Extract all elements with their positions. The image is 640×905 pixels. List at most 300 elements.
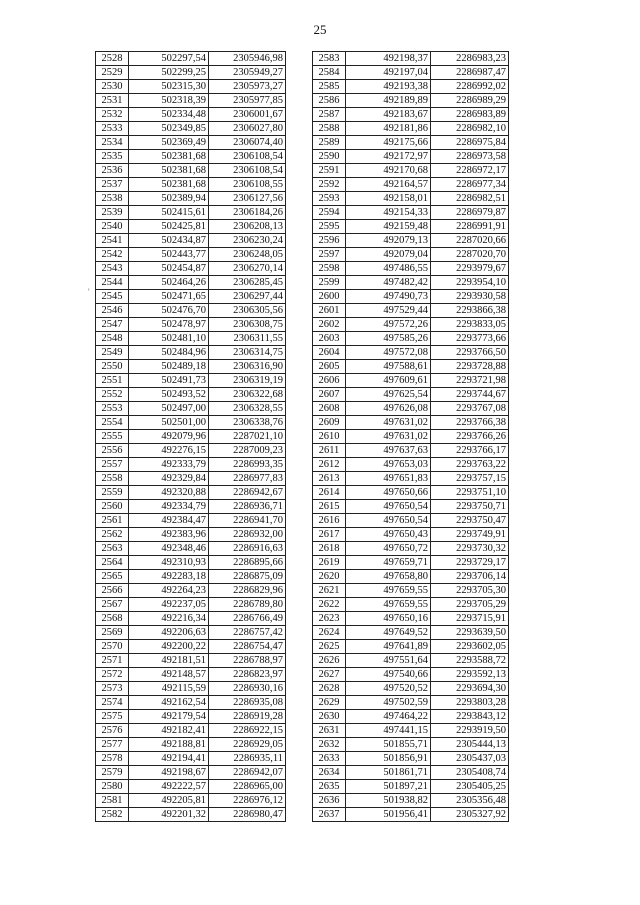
point-number-cell: 2624 bbox=[313, 626, 346, 640]
table-row bbox=[313, 626, 509, 640]
y-coordinate-cell: 2306311,55 bbox=[209, 332, 286, 346]
point-number-cell: 2570 bbox=[96, 640, 129, 654]
point-number-cell: 2591 bbox=[313, 164, 346, 178]
y-coordinate-cell: 2306230,24 bbox=[209, 234, 286, 248]
y-coordinate-cell: 2293729,17 bbox=[431, 556, 509, 570]
y-coordinate-cell: 2306001,67 bbox=[209, 108, 286, 122]
table-row bbox=[313, 248, 509, 262]
table-row bbox=[313, 388, 509, 402]
y-coordinate-cell: 2306184,26 bbox=[209, 206, 286, 220]
table-row bbox=[96, 122, 286, 136]
x-coordinate-cell: 497651,83 bbox=[346, 472, 431, 486]
x-coordinate-cell: 492201,32 bbox=[129, 808, 209, 822]
x-coordinate-cell: 497631,02 bbox=[346, 416, 431, 430]
point-number-cell: 2557 bbox=[96, 458, 129, 472]
point-number-cell: 2605 bbox=[313, 360, 346, 374]
point-number-cell: 2542 bbox=[96, 248, 129, 262]
table-row bbox=[313, 80, 509, 94]
point-number-cell: 2528 bbox=[96, 52, 129, 66]
y-coordinate-cell: 2293763,22 bbox=[431, 458, 509, 472]
point-number-cell: 2543 bbox=[96, 262, 129, 276]
point-number-cell: 2625 bbox=[313, 640, 346, 654]
y-coordinate-cell: 2306316,90 bbox=[209, 360, 286, 374]
table-row bbox=[96, 584, 286, 598]
table-row bbox=[96, 598, 286, 612]
point-number-cell: 2568 bbox=[96, 612, 129, 626]
x-coordinate-cell: 492334,79 bbox=[129, 500, 209, 514]
y-coordinate-cell: 2286754,47 bbox=[209, 640, 286, 654]
y-coordinate-cell: 2293721,98 bbox=[431, 374, 509, 388]
x-coordinate-cell: 501856,91 bbox=[346, 752, 431, 766]
point-number-cell: 2535 bbox=[96, 150, 129, 164]
y-coordinate-cell: 2286929,05 bbox=[209, 738, 286, 752]
y-coordinate-cell: 2286982,51 bbox=[431, 192, 509, 206]
table-row bbox=[96, 220, 286, 234]
table-row bbox=[313, 682, 509, 696]
point-number-cell: 2626 bbox=[313, 654, 346, 668]
point-number-cell: 2618 bbox=[313, 542, 346, 556]
table-row bbox=[96, 178, 286, 192]
point-number-cell: 2594 bbox=[313, 206, 346, 220]
y-coordinate-cell: 2293602,05 bbox=[431, 640, 509, 654]
table-row bbox=[313, 262, 509, 276]
y-coordinate-cell: 2286977,83 bbox=[209, 472, 286, 486]
point-number-cell: 2532 bbox=[96, 108, 129, 122]
table-row bbox=[313, 640, 509, 654]
table-row bbox=[313, 486, 509, 500]
x-coordinate-cell: 497486,55 bbox=[346, 262, 431, 276]
x-coordinate-cell: 497551,64 bbox=[346, 654, 431, 668]
x-coordinate-cell: 497650,43 bbox=[346, 528, 431, 542]
x-coordinate-cell: 492216,34 bbox=[129, 612, 209, 626]
x-coordinate-cell: 502318,39 bbox=[129, 94, 209, 108]
point-number-cell: 2573 bbox=[96, 682, 129, 696]
point-number-cell: 2554 bbox=[96, 416, 129, 430]
table-row bbox=[313, 206, 509, 220]
table-row bbox=[313, 290, 509, 304]
y-coordinate-cell: 2293766,50 bbox=[431, 346, 509, 360]
point-number-cell: 2620 bbox=[313, 570, 346, 584]
x-coordinate-cell: 492348,46 bbox=[129, 542, 209, 556]
point-number-cell: 2612 bbox=[313, 458, 346, 472]
table-row bbox=[96, 752, 286, 766]
table-row bbox=[313, 52, 509, 66]
x-coordinate-cell: 492189,89 bbox=[346, 94, 431, 108]
x-coordinate-cell: 492310,93 bbox=[129, 556, 209, 570]
table-row bbox=[313, 164, 509, 178]
table-row bbox=[313, 416, 509, 430]
y-coordinate-cell: 2286788,97 bbox=[209, 654, 286, 668]
table-row bbox=[96, 192, 286, 206]
point-number-cell: 2595 bbox=[313, 220, 346, 234]
y-coordinate-cell: 2293930,58 bbox=[431, 290, 509, 304]
point-number-cell: 2550 bbox=[96, 360, 129, 374]
x-coordinate-cell: 502484,96 bbox=[129, 346, 209, 360]
x-coordinate-cell: 492197,04 bbox=[346, 66, 431, 80]
point-number-cell: 2572 bbox=[96, 668, 129, 682]
point-number-cell: 2558 bbox=[96, 472, 129, 486]
y-coordinate-cell: 2305977,85 bbox=[209, 94, 286, 108]
y-coordinate-cell: 2286980,47 bbox=[209, 808, 286, 822]
point-number-cell: 2555 bbox=[96, 430, 129, 444]
y-coordinate-cell: 2305405,25 bbox=[431, 780, 509, 794]
x-coordinate-cell: 502491,73 bbox=[129, 374, 209, 388]
x-coordinate-cell: 497659,55 bbox=[346, 598, 431, 612]
x-coordinate-cell: 502349,85 bbox=[129, 122, 209, 136]
y-coordinate-cell: 2293766,38 bbox=[431, 416, 509, 430]
x-coordinate-cell: 502297,54 bbox=[129, 52, 209, 66]
table-row bbox=[96, 402, 286, 416]
x-coordinate-cell: 492181,86 bbox=[346, 122, 431, 136]
point-number-cell: 2604 bbox=[313, 346, 346, 360]
point-number-cell: 2616 bbox=[313, 514, 346, 528]
y-coordinate-cell: 2286993,35 bbox=[209, 458, 286, 472]
y-coordinate-cell: 2293750,47 bbox=[431, 514, 509, 528]
scan-speck: ' bbox=[88, 287, 90, 297]
table-row bbox=[96, 696, 286, 710]
y-coordinate-cell: 2306314,75 bbox=[209, 346, 286, 360]
y-coordinate-cell: 2293749,91 bbox=[431, 528, 509, 542]
y-coordinate-cell: 2286930,16 bbox=[209, 682, 286, 696]
y-coordinate-cell: 2293833,05 bbox=[431, 318, 509, 332]
y-coordinate-cell: 2306305,56 bbox=[209, 304, 286, 318]
y-coordinate-cell: 2293730,32 bbox=[431, 542, 509, 556]
y-coordinate-cell: 2286766,49 bbox=[209, 612, 286, 626]
x-coordinate-cell: 502497,00 bbox=[129, 402, 209, 416]
point-number-cell: 2531 bbox=[96, 94, 129, 108]
point-number-cell: 2637 bbox=[313, 808, 346, 822]
table-row bbox=[313, 780, 509, 794]
x-coordinate-cell: 502381,68 bbox=[129, 164, 209, 178]
table-row bbox=[96, 710, 286, 724]
y-coordinate-cell: 2293694,30 bbox=[431, 682, 509, 696]
x-coordinate-cell: 492181,51 bbox=[129, 654, 209, 668]
y-coordinate-cell: 2286935,11 bbox=[209, 752, 286, 766]
y-coordinate-cell: 2293715,91 bbox=[431, 612, 509, 626]
x-coordinate-cell: 492198,37 bbox=[346, 52, 431, 66]
point-number-cell: 2610 bbox=[313, 430, 346, 444]
y-coordinate-cell: 2293639,50 bbox=[431, 626, 509, 640]
point-number-cell: 2621 bbox=[313, 584, 346, 598]
table-row bbox=[96, 780, 286, 794]
table-row bbox=[313, 108, 509, 122]
x-coordinate-cell: 492333,79 bbox=[129, 458, 209, 472]
y-coordinate-cell: 2293705,29 bbox=[431, 598, 509, 612]
point-number-cell: 2567 bbox=[96, 598, 129, 612]
x-coordinate-cell: 492079,13 bbox=[346, 234, 431, 248]
table-row bbox=[313, 794, 509, 808]
x-coordinate-cell: 497626,08 bbox=[346, 402, 431, 416]
x-coordinate-cell: 497540,66 bbox=[346, 668, 431, 682]
table-row bbox=[96, 556, 286, 570]
point-number-cell: 2629 bbox=[313, 696, 346, 710]
table-row bbox=[313, 514, 509, 528]
y-coordinate-cell: 2293750,71 bbox=[431, 500, 509, 514]
table-row bbox=[96, 528, 286, 542]
table-row bbox=[313, 122, 509, 136]
point-number-cell: 2539 bbox=[96, 206, 129, 220]
table-row bbox=[96, 724, 286, 738]
point-number-cell: 2636 bbox=[313, 794, 346, 808]
table-row bbox=[313, 220, 509, 234]
y-coordinate-cell: 2286976,12 bbox=[209, 794, 286, 808]
table-row bbox=[313, 150, 509, 164]
x-coordinate-cell: 497441,15 bbox=[346, 724, 431, 738]
page-number: 25 bbox=[313, 22, 327, 37]
point-number-cell: 2622 bbox=[313, 598, 346, 612]
table-row bbox=[313, 752, 509, 766]
table-row bbox=[313, 374, 509, 388]
x-coordinate-cell: 497502,59 bbox=[346, 696, 431, 710]
point-number-cell: 2597 bbox=[313, 248, 346, 262]
point-number-cell: 2592 bbox=[313, 178, 346, 192]
x-coordinate-cell: 497650,16 bbox=[346, 612, 431, 626]
table-row bbox=[313, 570, 509, 584]
y-coordinate-cell: 2306322,68 bbox=[209, 388, 286, 402]
table-row bbox=[96, 248, 286, 262]
point-number-cell: 2551 bbox=[96, 374, 129, 388]
y-coordinate-cell: 2286973,58 bbox=[431, 150, 509, 164]
y-coordinate-cell: 2306297,44 bbox=[209, 290, 286, 304]
y-coordinate-cell: 2286972,17 bbox=[431, 164, 509, 178]
point-number-cell: 2606 bbox=[313, 374, 346, 388]
point-number-cell: 2538 bbox=[96, 192, 129, 206]
point-number-cell: 2533 bbox=[96, 122, 129, 136]
point-number-cell: 2589 bbox=[313, 136, 346, 150]
table-row bbox=[313, 584, 509, 598]
table-row bbox=[313, 332, 509, 346]
table-row bbox=[313, 304, 509, 318]
x-coordinate-cell: 492175,66 bbox=[346, 136, 431, 150]
table-row bbox=[313, 178, 509, 192]
point-number-cell: 2546 bbox=[96, 304, 129, 318]
point-number-cell: 2545 bbox=[96, 290, 129, 304]
y-coordinate-cell: 2286875,09 bbox=[209, 570, 286, 584]
table-row bbox=[313, 528, 509, 542]
x-coordinate-cell: 492329,84 bbox=[129, 472, 209, 486]
x-coordinate-cell: 501897,21 bbox=[346, 780, 431, 794]
point-number-cell: 2574 bbox=[96, 696, 129, 710]
x-coordinate-cell: 502415,61 bbox=[129, 206, 209, 220]
point-number-cell: 2634 bbox=[313, 766, 346, 780]
point-number-cell: 2537 bbox=[96, 178, 129, 192]
y-coordinate-cell: 2287020,70 bbox=[431, 248, 509, 262]
table-row bbox=[96, 738, 286, 752]
x-coordinate-cell: 501956,41 bbox=[346, 808, 431, 822]
y-coordinate-cell: 2293766,26 bbox=[431, 430, 509, 444]
point-number-cell: 2608 bbox=[313, 402, 346, 416]
x-coordinate-cell: 497659,55 bbox=[346, 584, 431, 598]
table-row bbox=[313, 458, 509, 472]
point-number-cell: 2563 bbox=[96, 542, 129, 556]
point-number-cell: 2559 bbox=[96, 486, 129, 500]
table-row bbox=[313, 724, 509, 738]
table-row bbox=[313, 696, 509, 710]
y-coordinate-cell: 2286922,15 bbox=[209, 724, 286, 738]
x-coordinate-cell: 502334,48 bbox=[129, 108, 209, 122]
x-coordinate-cell: 497588,61 bbox=[346, 360, 431, 374]
table-row bbox=[96, 346, 286, 360]
x-coordinate-cell: 502501,00 bbox=[129, 416, 209, 430]
point-number-cell: 2599 bbox=[313, 276, 346, 290]
point-number-cell: 2588 bbox=[313, 122, 346, 136]
table-row bbox=[313, 430, 509, 444]
table-row bbox=[96, 654, 286, 668]
table-row bbox=[96, 94, 286, 108]
x-coordinate-cell: 502464,26 bbox=[129, 276, 209, 290]
x-coordinate-cell: 492115,59 bbox=[129, 682, 209, 696]
table-row bbox=[96, 360, 286, 374]
x-coordinate-cell: 492193,38 bbox=[346, 80, 431, 94]
point-number-cell: 2617 bbox=[313, 528, 346, 542]
point-number-cell: 2544 bbox=[96, 276, 129, 290]
y-coordinate-cell: 2286932,00 bbox=[209, 528, 286, 542]
point-number-cell: 2566 bbox=[96, 584, 129, 598]
x-coordinate-cell: 502315,30 bbox=[129, 80, 209, 94]
point-number-cell: 2561 bbox=[96, 514, 129, 528]
y-coordinate-cell: 2306108,54 bbox=[209, 164, 286, 178]
y-coordinate-cell: 2286987,47 bbox=[431, 66, 509, 80]
point-number-cell: 2607 bbox=[313, 388, 346, 402]
point-number-cell: 2614 bbox=[313, 486, 346, 500]
table-row bbox=[313, 654, 509, 668]
table-row bbox=[96, 234, 286, 248]
y-coordinate-cell: 2293767,08 bbox=[431, 402, 509, 416]
y-coordinate-cell: 2306328,55 bbox=[209, 402, 286, 416]
x-coordinate-cell: 492162,54 bbox=[129, 696, 209, 710]
x-coordinate-cell: 497649,52 bbox=[346, 626, 431, 640]
table-row bbox=[96, 150, 286, 164]
y-coordinate-cell: 2306074,40 bbox=[209, 136, 286, 150]
x-coordinate-cell: 501938,82 bbox=[346, 794, 431, 808]
x-coordinate-cell: 492182,41 bbox=[129, 724, 209, 738]
y-coordinate-cell: 2305327,92 bbox=[431, 808, 509, 822]
y-coordinate-cell: 2306285,45 bbox=[209, 276, 286, 290]
table-row bbox=[313, 234, 509, 248]
point-number-cell: 2548 bbox=[96, 332, 129, 346]
y-coordinate-cell: 2286991,91 bbox=[431, 220, 509, 234]
x-coordinate-cell: 497625,54 bbox=[346, 388, 431, 402]
table-row bbox=[96, 66, 286, 80]
y-coordinate-cell: 2306108,55 bbox=[209, 178, 286, 192]
table-row bbox=[96, 388, 286, 402]
point-number-cell: 2587 bbox=[313, 108, 346, 122]
point-number-cell: 2564 bbox=[96, 556, 129, 570]
x-coordinate-cell: 502443,77 bbox=[129, 248, 209, 262]
table-row bbox=[313, 66, 509, 80]
point-number-cell: 2619 bbox=[313, 556, 346, 570]
y-coordinate-cell: 2305949,27 bbox=[209, 66, 286, 80]
table-row bbox=[96, 332, 286, 346]
x-coordinate-cell: 492148,57 bbox=[129, 668, 209, 682]
x-coordinate-cell: 502369,49 bbox=[129, 136, 209, 150]
table-row bbox=[96, 430, 286, 444]
y-coordinate-cell: 2306208,13 bbox=[209, 220, 286, 234]
y-coordinate-cell: 2293705,30 bbox=[431, 584, 509, 598]
table-row bbox=[96, 458, 286, 472]
x-coordinate-cell: 502425,81 bbox=[129, 220, 209, 234]
point-number-cell: 2529 bbox=[96, 66, 129, 80]
y-coordinate-cell: 2286936,71 bbox=[209, 500, 286, 514]
y-coordinate-cell: 2293766,17 bbox=[431, 444, 509, 458]
point-number-cell: 2547 bbox=[96, 318, 129, 332]
table-row bbox=[96, 612, 286, 626]
point-number-cell: 2575 bbox=[96, 710, 129, 724]
table-row bbox=[313, 402, 509, 416]
y-coordinate-cell: 2293706,14 bbox=[431, 570, 509, 584]
point-number-cell: 2565 bbox=[96, 570, 129, 584]
x-coordinate-cell: 497572,26 bbox=[346, 318, 431, 332]
y-coordinate-cell: 2286895,66 bbox=[209, 556, 286, 570]
x-coordinate-cell: 502471,65 bbox=[129, 290, 209, 304]
table-row bbox=[313, 472, 509, 486]
y-coordinate-cell: 2286992,02 bbox=[431, 80, 509, 94]
x-coordinate-cell: 497650,54 bbox=[346, 500, 431, 514]
point-number-cell: 2623 bbox=[313, 612, 346, 626]
y-coordinate-cell: 2286977,34 bbox=[431, 178, 509, 192]
point-number-cell: 2579 bbox=[96, 766, 129, 780]
table-row bbox=[96, 444, 286, 458]
point-number-cell: 2602 bbox=[313, 318, 346, 332]
y-coordinate-cell: 2286829,96 bbox=[209, 584, 286, 598]
point-number-cell: 2635 bbox=[313, 780, 346, 794]
table-row bbox=[313, 668, 509, 682]
table-row bbox=[96, 164, 286, 178]
table-row bbox=[96, 80, 286, 94]
table-row bbox=[96, 290, 286, 304]
point-number-cell: 2549 bbox=[96, 346, 129, 360]
x-coordinate-cell: 492164,57 bbox=[346, 178, 431, 192]
x-coordinate-cell: 502381,68 bbox=[129, 150, 209, 164]
point-number-cell: 2609 bbox=[313, 416, 346, 430]
x-coordinate-cell: 497641,89 bbox=[346, 640, 431, 654]
y-coordinate-cell: 2305408,74 bbox=[431, 766, 509, 780]
x-coordinate-cell: 492200,22 bbox=[129, 640, 209, 654]
coordinates-table-left bbox=[95, 51, 286, 822]
x-coordinate-cell: 497659,71 bbox=[346, 556, 431, 570]
x-coordinate-cell: 497464,22 bbox=[346, 710, 431, 724]
table-row bbox=[96, 766, 286, 780]
y-coordinate-cell: 2286823,97 bbox=[209, 668, 286, 682]
point-number-cell: 2631 bbox=[313, 724, 346, 738]
x-coordinate-cell: 497609,61 bbox=[346, 374, 431, 388]
x-coordinate-cell: 502434,87 bbox=[129, 234, 209, 248]
y-coordinate-cell: 2286982,10 bbox=[431, 122, 509, 136]
point-number-cell: 2536 bbox=[96, 164, 129, 178]
x-coordinate-cell: 497637,63 bbox=[346, 444, 431, 458]
y-coordinate-cell: 2305946,98 bbox=[209, 52, 286, 66]
x-coordinate-cell: 502381,68 bbox=[129, 178, 209, 192]
x-coordinate-cell: 492079,04 bbox=[346, 248, 431, 262]
x-coordinate-cell: 492198,67 bbox=[129, 766, 209, 780]
y-coordinate-cell: 2306248,05 bbox=[209, 248, 286, 262]
y-coordinate-cell: 2293954,10 bbox=[431, 276, 509, 290]
table-row bbox=[313, 738, 509, 752]
table-row bbox=[96, 374, 286, 388]
x-coordinate-cell: 497650,66 bbox=[346, 486, 431, 500]
y-coordinate-cell: 2293751,10 bbox=[431, 486, 509, 500]
x-coordinate-cell: 497585,26 bbox=[346, 332, 431, 346]
point-number-cell: 2541 bbox=[96, 234, 129, 248]
x-coordinate-cell: 497650,72 bbox=[346, 542, 431, 556]
x-coordinate-cell: 492206,63 bbox=[129, 626, 209, 640]
point-number-cell: 2583 bbox=[313, 52, 346, 66]
x-coordinate-cell: 492283,18 bbox=[129, 570, 209, 584]
table-row bbox=[96, 570, 286, 584]
y-coordinate-cell: 2287020,66 bbox=[431, 234, 509, 248]
x-coordinate-cell: 492159,48 bbox=[346, 220, 431, 234]
x-coordinate-cell: 492188,81 bbox=[129, 738, 209, 752]
